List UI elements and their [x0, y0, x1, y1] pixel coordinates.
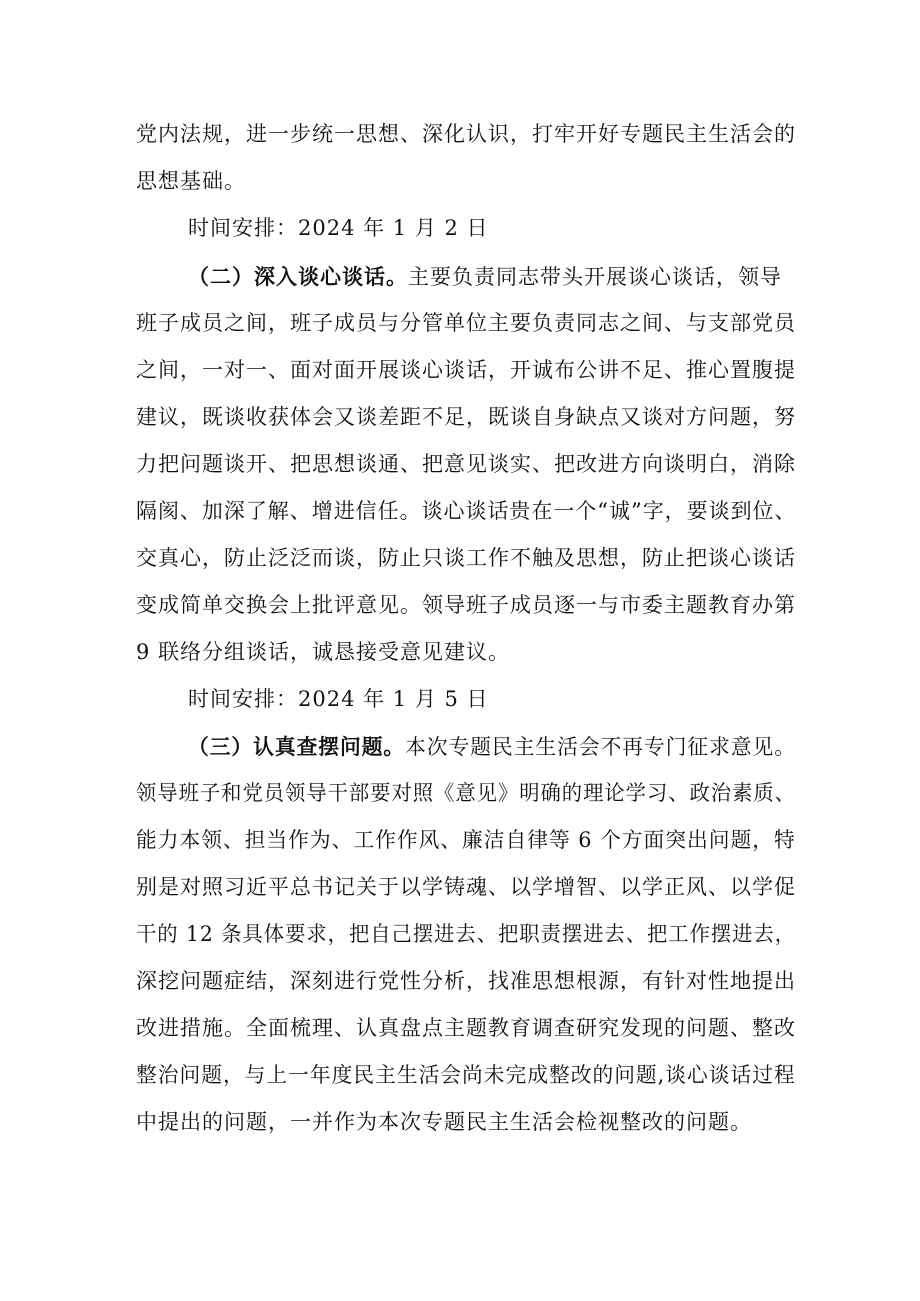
paragraph-line: 变成简单交换会上批评意见。领导班子成员逐一与市委主题教育办第: [136, 593, 796, 617]
paragraph-line: 思想基础。: [136, 169, 246, 193]
section-3-first-line: [188, 733, 796, 761]
paragraph-line: 改进措施。全面梳理、认真盘点主题教育调查研究发现的问题、整改: [136, 1016, 796, 1040]
paragraph-line: 领导班子和党员领导干部要对照《意见》明确的理论学习、政治素质、: [136, 781, 796, 805]
paragraph-line: 中提出的问题，一并作为本次专题民主生活会检视整改的问题。: [136, 1110, 752, 1134]
section-3-first-line-text: 本次专题民主生活会不再专门征求意见。: [405, 735, 796, 759]
paragraph-line: 力把问题谈开、把思想谈通、把意见谈实、把改进方向谈明白，消除: [136, 452, 796, 476]
paragraph-line: 整治问题，与上一年度民主生活会尚未完成整改的问题,谈心谈话过程: [136, 1063, 796, 1087]
section-2-heading: （二）深入谈心谈话。: [188, 264, 408, 289]
paragraph-line: 干的 12 条具体要求，把自己摆进去、把职责摆进去、把工作摆进去，: [136, 922, 797, 946]
section-2-first-line-text: 主要负责同志带头开展谈心谈话，领导: [408, 265, 782, 289]
paragraph-line: 9 联络分组谈话，诚恳接受意见建议。: [136, 640, 511, 664]
paragraph-line: 之间，一对一、面对面开展谈心谈话，开诚布公讲不足、推心置腹提: [136, 358, 796, 382]
section-3-heading: （三）认真查摆问题。: [188, 734, 406, 759]
paragraph-line: 党内法规，进一步统一思想、深化认识，打牢开好专题民主生活会的: [136, 122, 796, 146]
paragraph-line: 能力本领、担当作为、工作作风、廉洁自律等 6 个方面突出问题，特: [136, 828, 796, 852]
section-2-first-line: [188, 263, 796, 291]
paragraph-line: 隔阂、加深了解、增进信任。谈心谈话贵在一个“诚”字，要谈到位、: [136, 499, 797, 523]
time-arrangement-1: 时间安排：2024 年 1 月 2 日: [188, 216, 489, 240]
paragraph-line: 别是对照习近平总书记关于以学铸魂、以学增智、以学正风、以学促: [136, 875, 796, 899]
paragraph-line: 班子成员之间，班子成员与分管单位主要负责同志之间、与支部党员: [136, 311, 796, 335]
paragraph-line: 建议，既谈收获体会又谈差距不足，既谈自身缺点又谈对方问题，努: [136, 405, 796, 429]
paragraph-line: 交真心，防止泛泛而谈，防止只谈工作不触及思想，防止把谈心谈话: [136, 546, 796, 570]
time-arrangement-2: 时间安排：2024 年 1 月 5 日: [188, 687, 489, 711]
paragraph-line: 深挖问题症结，深刻进行党性分析，找准思想根源，有针对性地提出: [136, 969, 796, 993]
